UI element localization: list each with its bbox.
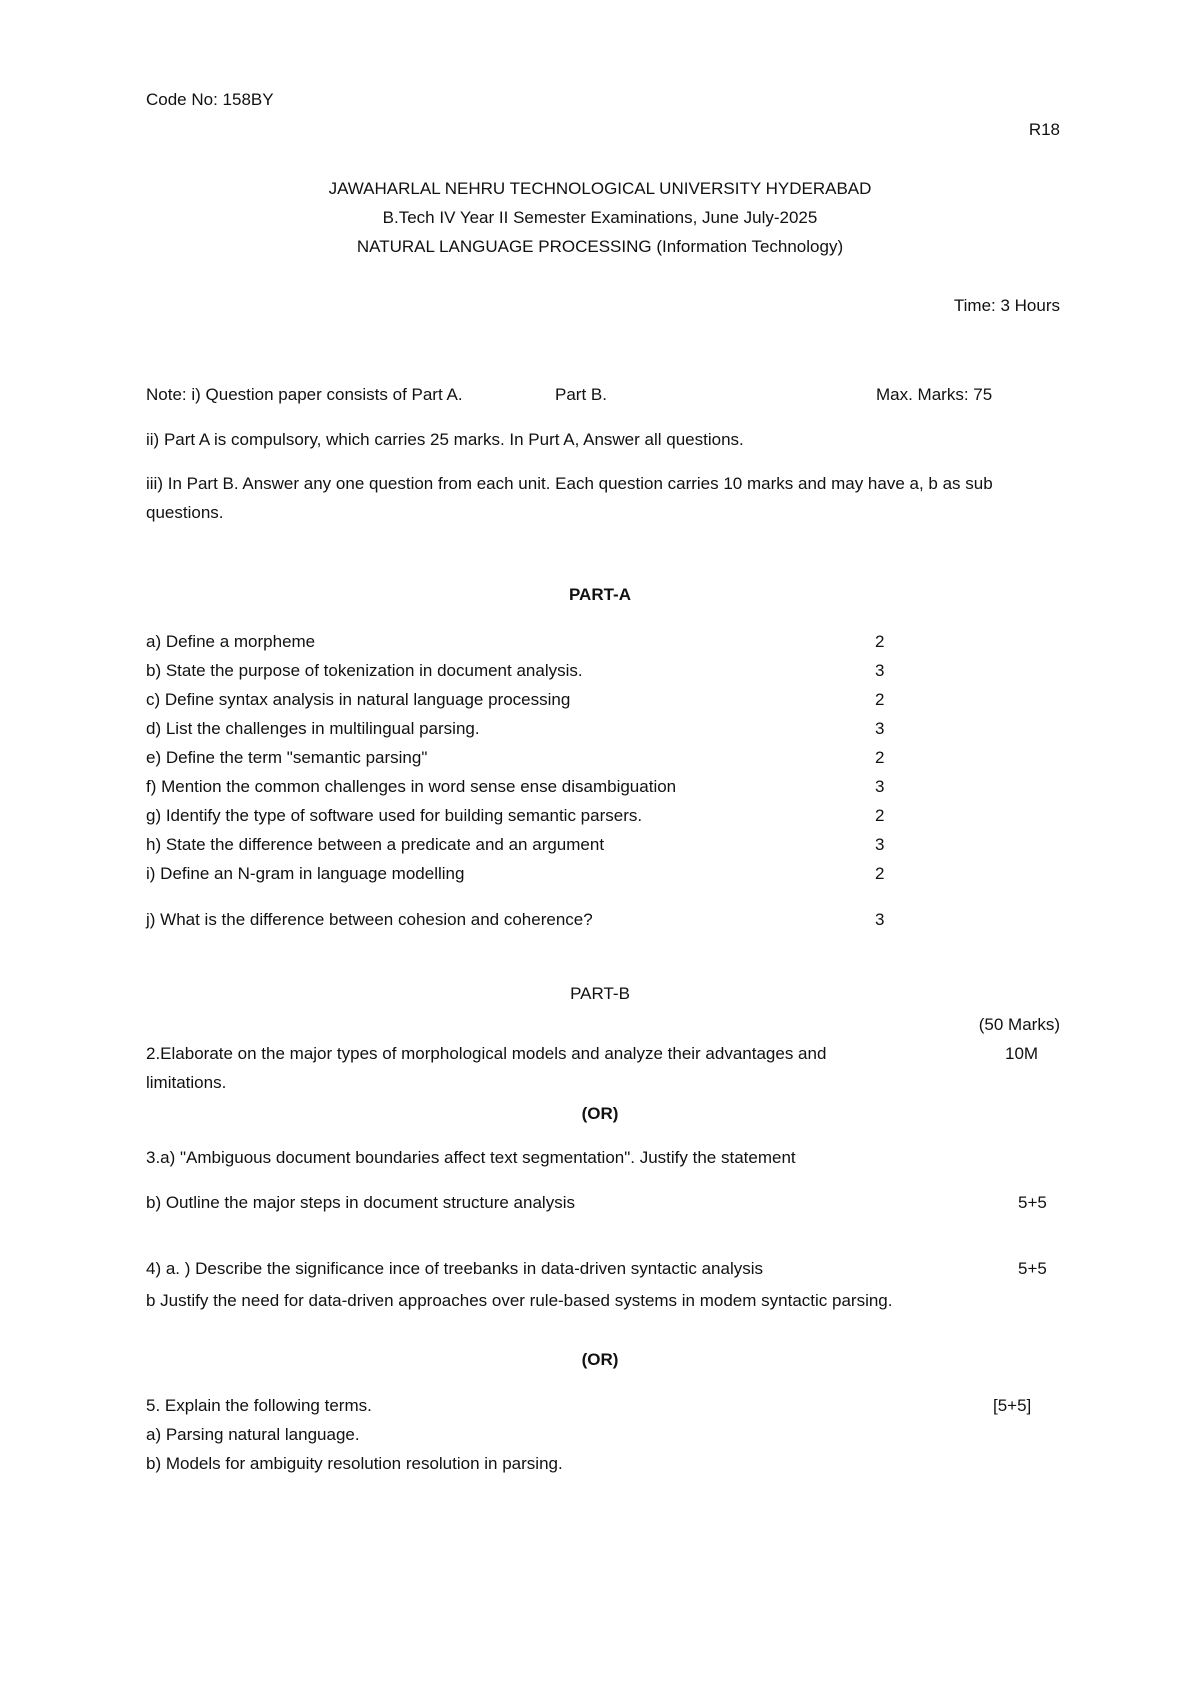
question-2: 2.Elaborate on the major types of morphological models and analyze their advantages and — [146, 1044, 827, 1063]
note-1-part-b: Part B. — [555, 385, 607, 404]
or-separator: (OR) — [581, 1104, 619, 1123]
part-a-marks: 2 — [875, 748, 885, 767]
part-a-question: d) List the challenges in multilingual parsing. — [146, 719, 480, 738]
part-b-title: PART-B — [570, 984, 630, 1003]
part-a-title: PART-A — [568, 585, 631, 604]
question-3a: 3.a) "Ambiguous document boundaries affect text segmentation". Justify the statement — [146, 1148, 796, 1167]
note-2: ii) Part A is compulsory, which carries 25 marks. In Purt A, Answer all questions. — [146, 430, 744, 449]
question-5: 5. Explain the following terms. — [146, 1396, 372, 1415]
question-3-marks: 5+5 — [1018, 1193, 1047, 1212]
question-3b: b) Outline the major steps in document structure analysis — [146, 1193, 575, 1212]
question-5-marks: [5+5] — [993, 1396, 1032, 1415]
part-a-question: c) Define syntax analysis in natural language processing — [146, 690, 571, 709]
note-3: iii) In Part B. Answer any one question from each unit. Each question carries 10 marks and may have a, b as sub questions. — [146, 474, 993, 522]
part-a-marks: 3 — [875, 835, 885, 854]
part-a-question: a) Define a morpheme — [146, 632, 316, 651]
exam-duration: Time: 3 Hours — [953, 296, 1060, 315]
part-a-marks: 3 — [875, 719, 885, 738]
part-a-question: b) State the purpose of tokenization in document analysis. — [146, 661, 583, 680]
part-a-question: f) Mention the common challenges in word sense ense disambiguation — [146, 777, 677, 796]
question-5b: b) Models for ambiguity resolution resolution in parsing. — [146, 1454, 563, 1473]
regulation-code: R18 — [1028, 120, 1060, 139]
part-a-question: e) Define the term "semantic parsing" — [146, 748, 428, 767]
exam-title: B.Tech IV Year II Semester Examinations, June July-2025 — [382, 208, 818, 227]
part-a-marks: 2 — [875, 864, 885, 883]
question-5a: a) Parsing natural language. — [146, 1425, 360, 1444]
question-2-continued: limitations. — [146, 1073, 227, 1092]
part-a-question: h) State the difference between a predicate and an argument — [146, 835, 605, 854]
part-a-marks: 2 — [875, 690, 885, 709]
question-4-marks: 5+5 — [1018, 1259, 1047, 1278]
part-a-question: j) What is the difference between cohesion and coherence? — [146, 910, 593, 929]
part-a-marks: 3 — [875, 910, 885, 929]
code-number: Code No: 158BY — [146, 90, 274, 109]
part-a-marks: 3 — [875, 777, 885, 796]
question-4b: b Justify the need for data-driven approaches over rule-based systems in modem syntactic parsing. — [146, 1291, 893, 1310]
part-a-question: i) Define an N-gram in language modelling — [146, 864, 465, 883]
part-a-question: g) Identify the type of software used for building semantic parsers. — [146, 806, 643, 825]
part-b-total-marks: (50 Marks) — [978, 1015, 1060, 1034]
max-marks: Max. Marks: 75 — [876, 385, 993, 404]
note-1: Note: i) Question paper consists of Part A. — [146, 385, 463, 404]
part-a-marks: 3 — [875, 661, 885, 680]
university-name: JAWAHARLAL NEHRU TECHNOLOGICAL UNIVERSITY HYDERABAD — [328, 179, 872, 198]
subject-title: NATURAL LANGUAGE PROCESSING (Information Technology) — [356, 237, 844, 256]
part-a-marks: 2 — [875, 806, 885, 825]
question-4a: 4) a. ) Describe the significance ince of treebanks in data-driven syntactic analysis — [146, 1259, 764, 1278]
or-separator: (OR) — [581, 1350, 619, 1369]
part-a-marks: 2 — [875, 632, 885, 651]
question-2-marks: 10M — [1005, 1044, 1039, 1063]
